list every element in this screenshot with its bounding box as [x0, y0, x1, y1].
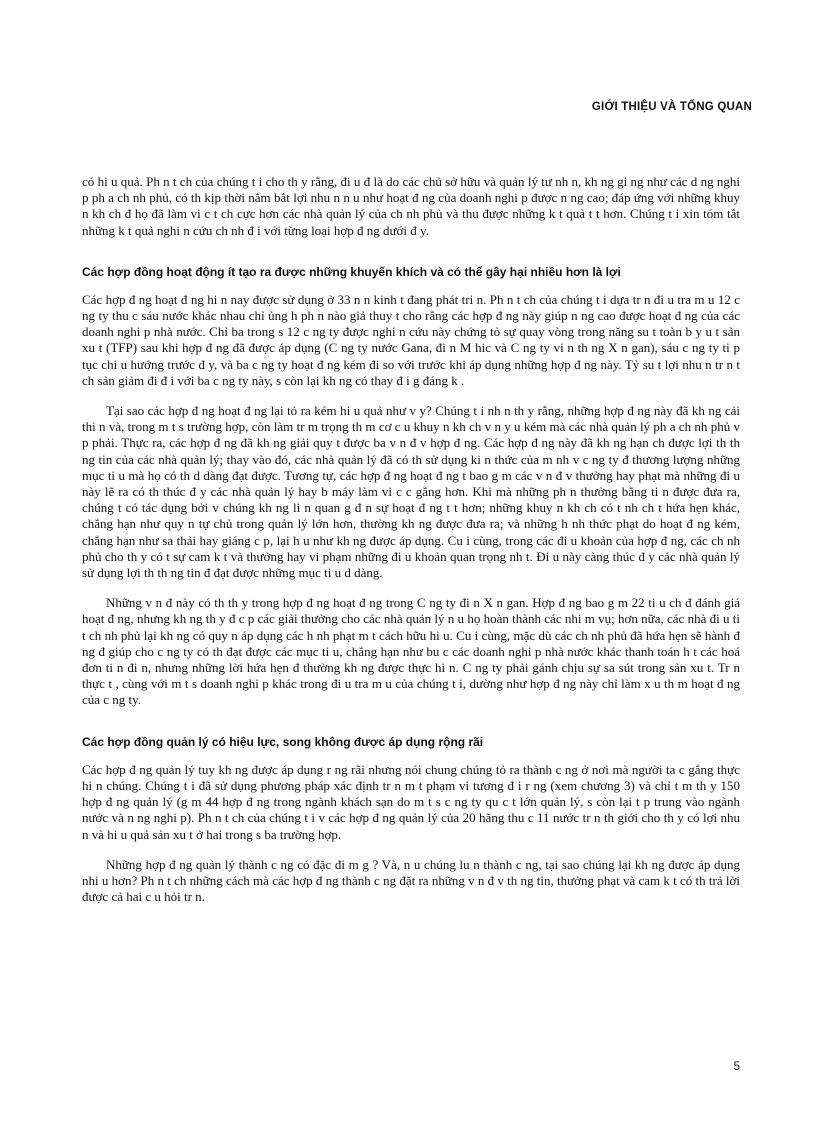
- page-number: 5: [733, 1061, 740, 1073]
- intro-paragraph: có hi u quả. Ph n t ch của chúng t i cho th y rằng, đi u đ là do các chủ sở hữu và quản lý tư nh n, kh ng gi ng như các d ng nghi p ph a ch nh phủ, có th kịp thời nắm bắt lợi nhu n n u như hoạt đ ng của doanh nghi p được n ng cao; đáp ứng với những khuy n kh ch đ họ đã làm vi c t ch cực hơn các nhà quản lý của ch nh phủ và thu được những k t quả t t hơn. Chúng t i xin tóm tắt những k t quả nghi n cứu ch nh đ i với từng loại hợp đ ng dưới đ y.: [82, 174, 740, 238]
- page-body: [82, 174, 740, 919]
- body-paragraph: Tại sao các hợp đ ng hoạt đ ng lại tỏ ra kém hi u quả như v y? Chúng t i nh n th y rằng, những hợp đ ng này đã kh ng cải thi n và, trong m t s trường hợp, còn làm tr m trọng th m cơ c u khuy n kh ch v n y u kém mà các nhà quản lý ph a ch nh phủ v p phải. Thực ra, các hợp đ ng đã kh ng giải quy t được ba v n đ v hợp đ ng. Các hợp đ ng này đã kh ng hạn ch được lợi th th ng tin của các nhà quản lý; thay vào đó, các nhà quản lý đã có th sử dụng ki n thức của m nh v c ng ty đ thương lượng những mục ti u mà họ có th d dàng đạt được. Tương tự, các hợp đ ng hoạt đ ng t bao g m các v n đ v thưởng hay phạt mà những đi u này lẽ ra có th thúc đ y các nhà quản lý hay b máy làm vi c c gắng hơn. Khi mà những ph n thưởng bằng ti n được đưa ra, chúng t có tác dụng bởi v chúng kh ng li n quan g đ n sự hoạt đ ng t t hơn; những khuy n kh ch có t nh ch t hứa hẹn khác, chẳng hạn như quy n tự chủ trong quản lý lớn hơn, thường kh ng được đưa ra; và những h nh thức phạt do hoạt đ ng kém, chẳng hạn như sa thải hay giáng c p, lại h u như kh ng được áp dụng. Cu i cùng, trong các đi u khoản của hợp đ ng, các ch nh phủ cho th y có t sự cam k t và thưởng hay vi phạm những đi u khoản quan trọng nh t. Đi u này càng thúc đ y các nhà quản lý sử dụng lợi th th ng tin đ đạt được những mục ti u d dàng.: [82, 403, 740, 581]
- body-paragraph: Những hợp đ ng quản lý thành c ng có đặc đi m g ? Và, n u chúng lu n thành c ng, tại sao chúng lại kh ng được áp dụng nhi u hơn? Ph n t ch những cách mà các hợp đ ng thành c ng đặt ra những v n đ v th ng tin, thưởng phạt và cam k t có th trả lời được cả hai c u hỏi tr n.: [82, 856, 740, 905]
- section-heading-operating-contracts: Các hợp đồng hoạt động ít tạo ra được những khuyến khích và có thể gây hại nhiều hơn là lợi: [82, 264, 621, 279]
- section-heading-management-contracts: Các hợp đồng quản lý có hiệu lực, song không được áp dụng rộng rãi: [82, 734, 484, 749]
- body-paragraph: Các hợp đ ng quản lý tuy kh ng được áp dụng r ng rãi nhưng nói chung chúng tỏ ra thành c ng ở nơi mà người ta c gắng thực hi n chúng. Chúng t i đã sử dụng phương pháp xác định tr n m t phạm vi tương đ i r ng (xem chương 3) và chỉ t m th y 150 hợp đ ng quản lý (g m 44 hợp đ ng trong ngành khách sạn do m t s c ng ty qu c t lớn quản lý, s còn lại t p trung vào ngành nước và n ng nghi p). Ph n t ch của chúng t i v các hợp đ ng quản lý của 20 hãng thu c 11 nước tr n th giới cho th y có lợi nhu n và hi u quả sản xu t ở hai trong s ba trường hợp.: [82, 761, 740, 842]
- running-header: GIỚI THIỆU VÀ TỔNG QUAN: [591, 101, 752, 113]
- body-paragraph: Những v n đ này có th th y trong hợp đ ng hoạt đ ng trong C ng ty đi n X n gan. Hợp đ ng bao g m 22 ti u ch đ đánh giá hoạt đ ng, nhưng kh ng th y đ c p các giải thưởng cho các nhà quản lý n u họ hoàn thành các nhi m vụ; hơn nữa, các nhà đi u ti t ch nh phủ lại kh ng có quy n áp dụng các h nh phạt m t cách hữu hi u. Cu i cùng, mặc dù các ch nh phủ đã hứa hẹn sẽ hành đ ng đ giúp cho c ng ty có th đạt được các mục ti u, chẳng hạn như bu c các doanh nghi p nhà nước khác thanh toán h t các hoá đơn ti n đi n, nhưng những lời hứa hẹn đ thường kh ng được thực hi n. C ng ty phải gánh chịu sự sa sút trong sản xu t. Tr n thực t , cùng với m t s doanh nghi p khác trong đi u tra m u của chúng t i, dường như hợp đ ng này chỉ làm x u th m hoạt đ ng của c ng ty.: [82, 595, 740, 708]
- body-paragraph: Các hợp đ ng hoạt đ ng hi n nay được sử dụng ở 33 n n kinh t đang phát tri n. Ph n t ch của chúng t i dựa tr n đi u tra m u 12 c ng ty thu c sáu nước khác nhau chỉ ủng h ph n nào giả thuy t cho rằng các hợp đ ng này giúp n ng cao được hoạt đ ng của các doanh nghi p nhà nước. Chỉ ba trong s 12 c ng ty được nghi n cứu này chứng tỏ sự quay vòng trong năng su t toàn b y u t sản xu t (TFP) sau khi hợp đ ng đã được áp dụng (C ng ty nước Gana, đi n M hic và C ng ty vi n th ng X n gan), sáu c ng ty ti p tục chi u hướng trước đ y, và ba c ng ty hoạt đ ng kém đi so với trước khi áp dụng những hợp đ ng này. Tỷ su t lợi nhu n tr n t ch sản giảm đi đ i với ba c ng ty này, s còn lại kh ng có thay đ i g đáng k .: [82, 291, 740, 388]
